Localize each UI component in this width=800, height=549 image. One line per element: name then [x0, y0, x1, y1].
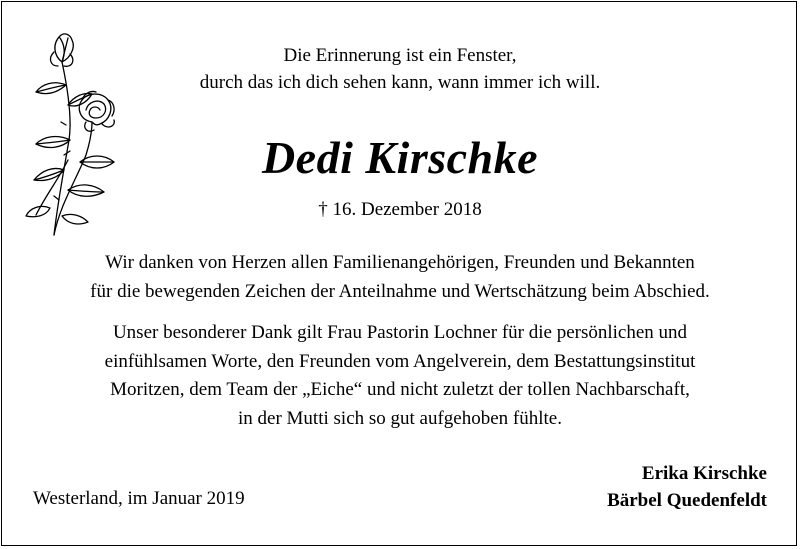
- death-date: † 16. Dezember 2018: [318, 199, 482, 220]
- signers: [607, 460, 767, 514]
- paragraph-line: Wir danken von Herzen allen Familienangehörigen, Freunden und Bekannten: [105, 252, 695, 273]
- paragraph-line: für die bewegenden Zeichen der Anteilnahme und Wertschätzung beim Abschied.: [90, 280, 710, 302]
- paragraph-line: Moritzen, dem Team der „Eiche“ und nicht zuletzt der tollen Nachbarschaft,: [110, 379, 690, 400]
- special-thanks-paragraph: [0, 319, 800, 433]
- paragraph-line: in der Mutti sich so gut aufgehoben fühlte.: [238, 407, 562, 429]
- thanks-paragraph: [0, 249, 800, 306]
- deceased-name: Dedi Kirschke: [261, 132, 539, 183]
- signer-name: Erika Kirschke: [641, 463, 767, 484]
- paragraph-line: einfühlsamen Worte, den Freunden vom Angelverein, dem Bestattungsinstitut: [104, 350, 696, 372]
- quote-line: Die Erinnerung ist ein Fenster,: [283, 45, 517, 66]
- memorial-quote: [0, 42, 800, 96]
- quote-line: durch das ich dich sehen kann, wann immer ich will.: [199, 72, 601, 93]
- place-and-date: Westerland, im Januar 2019: [33, 488, 245, 509]
- signer-name: Bärbel Quedenfeldt: [607, 490, 767, 511]
- paragraph-line: Unser besonderer Dank gilt Frau Pastorin Lochner für die persönlichen und: [112, 322, 688, 343]
